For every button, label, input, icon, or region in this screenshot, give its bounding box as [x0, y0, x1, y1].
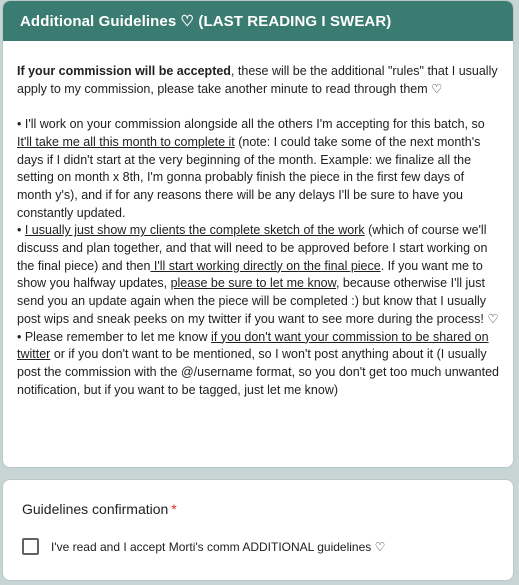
question-title: [22, 501, 177, 517]
required-asterisk: *: [171, 501, 177, 517]
question-title-text: Guidelines confirmation: [22, 501, 169, 517]
rule-text: (note: I could take some of the next month's days if I didn't start at the very beginning of the month. Example: we finalize all the setting on month x 8th, I'm gonna probably finish the piece in the first few days of month y's), and if for any reasons there will be any delays I'll be sure to have you constantly updated.: [17, 134, 481, 220]
rule-underlined-text: It'll take me all this month to complete it: [17, 134, 235, 149]
intro-paragraph: [17, 63, 499, 98]
rule-text: . If you want me to show you halfway updates,: [17, 258, 483, 291]
rule-underlined-text: please be sure to let me know: [170, 276, 336, 291]
rule-underlined-text: I'll start working directly on the final piece: [150, 258, 381, 273]
rule-sketch-updates: [17, 222, 499, 328]
section-title: Additional Guidelines ♡ (LAST READING I SWEAR): [20, 13, 392, 30]
section-description: [3, 41, 513, 399]
rule-underlined-text: I usually just show my clients the complete sketch of the work: [24, 223, 365, 238]
rule-twitter-sharing: [17, 329, 499, 400]
section-header: [3, 1, 513, 41]
accept-guidelines-option[interactable]: [22, 538, 385, 555]
rule-text: • Please remember to let me know: [17, 329, 212, 344]
rule-work-time: [17, 116, 499, 222]
confirmation-question: [2, 479, 514, 581]
intro-bold-text: If your commission will be accepted: [17, 64, 231, 78]
rule-text: or if you don't want to be mentioned, so I won't post anything about it (I usually post the commission with the @/username format, so you don't get too much unwanted notification, but if you want to be tagged, just let me know): [17, 347, 499, 397]
rule-text: •: [17, 223, 25, 238]
rule-underlined-text: if you don't want your commission to be shared on twitter: [17, 329, 489, 362]
intro-text: , these will be the additional "rules" that I usually apply to my commission, please take another minute to read through them ♡: [17, 64, 498, 96]
guidelines-section: [2, 0, 514, 468]
rule-text: (which of course we'll discuss and plan together, and that will need to be approved before I start working on the final piece) and then: [17, 223, 488, 273]
rule-text: • I'll work on your commission alongside all the others I'm accepting for this batch, so: [17, 117, 485, 132]
accept-guidelines-checkbox[interactable]: [22, 538, 39, 555]
rule-text: , because otherwise I'll just send you an update again when the piece will be completed :) but know that I usually post wips and sneak peeks on my twitter if you want to see more during the process! ♡: [17, 276, 499, 326]
checkbox-label[interactable]: I've read and I accept Morti's comm ADDITIONAL guidelines ♡: [51, 539, 386, 554]
